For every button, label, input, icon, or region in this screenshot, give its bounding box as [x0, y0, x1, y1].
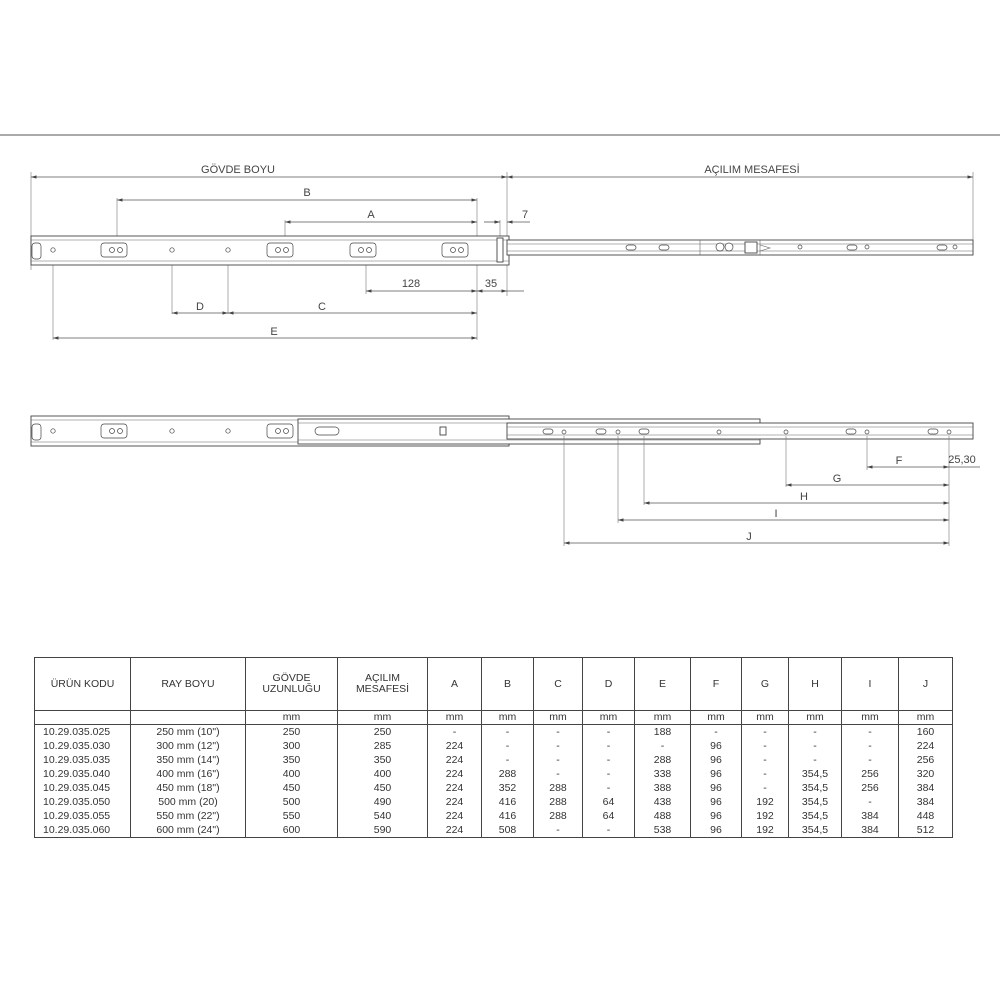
top-view [31, 163, 973, 340]
table-cell: - [842, 795, 899, 809]
table-cell: - [534, 767, 583, 781]
header-text: H [811, 677, 819, 690]
table-cell: 450 [246, 781, 338, 795]
header-g [742, 658, 789, 711]
table-cell: 288 [635, 753, 691, 767]
label-j: J [746, 531, 752, 543]
table-cell: 350 mm (14") [131, 753, 246, 767]
table-cell: 224 [428, 795, 482, 809]
table-body [35, 725, 953, 838]
header-text: D [604, 677, 613, 690]
header-a [428, 658, 482, 711]
table-cell: - [482, 725, 534, 740]
table-row [35, 823, 953, 838]
table-cell: - [789, 753, 842, 767]
table-row [35, 753, 953, 767]
table-cell: 354,5 [789, 767, 842, 781]
table-cell: 224 [428, 767, 482, 781]
table-cell: - [583, 823, 635, 838]
table-cell: - [789, 739, 842, 753]
table-cell: 10.29.035.055 [35, 809, 131, 823]
header-acilim-mesafesi [338, 658, 428, 711]
table-cell: 550 [246, 809, 338, 823]
table-cell: 96 [691, 781, 742, 795]
table-cell: 224 [428, 753, 482, 767]
header-text: F [712, 677, 720, 690]
table-row [35, 781, 953, 795]
unit-cell: mm [428, 711, 482, 725]
table-cell: 384 [842, 809, 899, 823]
side-view [31, 416, 980, 546]
table-cell: 192 [742, 809, 789, 823]
table-cell: - [742, 781, 789, 795]
label-acilim-mesafesi: AÇILIM MESAFESİ [704, 164, 800, 176]
table-cell: - [583, 725, 635, 740]
header-text: AÇILIM [364, 672, 400, 684]
table-cell: 224 [428, 823, 482, 838]
table-cell: 224 [428, 809, 482, 823]
unit-cell: mm [842, 711, 899, 725]
table-cell: - [691, 725, 742, 740]
label-h: H [800, 491, 808, 503]
table-cell: - [635, 739, 691, 753]
table-cell: 350 [246, 753, 338, 767]
header-text: B [503, 677, 511, 690]
table-cell: 438 [635, 795, 691, 809]
table-cell: 350 [338, 753, 428, 767]
table-cell: 450 mm (18") [131, 781, 246, 795]
unit-cell: mm [534, 711, 583, 725]
unit-cell: mm [482, 711, 534, 725]
table-cell: 288 [534, 781, 583, 795]
unit-cell [131, 711, 246, 725]
header-text: I [868, 677, 872, 690]
header-j [899, 658, 953, 711]
table-row [35, 809, 953, 823]
header-urun-kodu [35, 658, 131, 711]
table-cell: 320 [899, 767, 953, 781]
table-cell: 550 mm (22") [131, 809, 246, 823]
table-cell: 10.29.035.030 [35, 739, 131, 753]
table-cell: 96 [691, 753, 742, 767]
table-cell: - [842, 739, 899, 753]
table-cell: - [583, 753, 635, 767]
header-i [842, 658, 899, 711]
table-cell: 96 [691, 739, 742, 753]
table-row [35, 725, 953, 740]
table-header-row [35, 658, 953, 711]
table-cell: 448 [899, 809, 953, 823]
table-cell: 490 [338, 795, 428, 809]
label-g: G [832, 473, 842, 485]
label-f: F [895, 455, 903, 467]
table-cell: 338 [635, 767, 691, 781]
label-govde-boyu: GÖVDE BOYU [201, 164, 275, 176]
table-cell: - [534, 823, 583, 838]
table-cell: 10.29.035.025 [35, 725, 131, 740]
table-row [35, 767, 953, 781]
label-i: I [774, 508, 778, 520]
unit-cell: mm [338, 711, 428, 725]
table-cell: 352 [482, 781, 534, 795]
table-cell: 600 mm (24") [131, 823, 246, 838]
table-cell: 288 [482, 767, 534, 781]
table-cell: 384 [899, 795, 953, 809]
header-ray-boyu [131, 658, 246, 711]
label-7: 7 [521, 209, 529, 221]
table-cell: 500 mm (20) [131, 795, 246, 809]
table-cell: 188 [635, 725, 691, 740]
header-h [789, 658, 842, 711]
table-cell: 384 [899, 781, 953, 795]
header-c [534, 658, 583, 711]
unit-cell [35, 711, 131, 725]
header-e [635, 658, 691, 711]
table-cell: - [482, 739, 534, 753]
unit-cell: mm [635, 711, 691, 725]
table-cell: 224 [428, 739, 482, 753]
label-35: 35 [484, 278, 498, 290]
header-text: UZUNLUĞU [262, 683, 321, 695]
table-cell: - [583, 781, 635, 795]
header-text: J [922, 677, 929, 690]
table-row [35, 795, 953, 809]
table-cell: 384 [842, 823, 899, 838]
header-f [691, 658, 742, 711]
table-cell: 300 mm (12") [131, 739, 246, 753]
header-text: A [450, 677, 458, 690]
table-cell: - [742, 739, 789, 753]
table-cell: 354,5 [789, 781, 842, 795]
table-cell: 250 [338, 725, 428, 740]
table-cell: - [534, 753, 583, 767]
table-cell: 10.29.035.035 [35, 753, 131, 767]
table-cell: 96 [691, 809, 742, 823]
label-d: D [196, 301, 204, 313]
unit-cell: mm [789, 711, 842, 725]
table-cell: 416 [482, 795, 534, 809]
table-cell: - [742, 767, 789, 781]
spec-table [34, 657, 953, 838]
table-cell: 96 [691, 767, 742, 781]
table-cell: - [482, 753, 534, 767]
table-cell: 508 [482, 823, 534, 838]
table-cell: 224 [899, 739, 953, 753]
table-cell: 256 [899, 753, 953, 767]
table-cell: 288 [534, 809, 583, 823]
table-cell: 590 [338, 823, 428, 838]
unit-cell: mm [742, 711, 789, 725]
table-cell: 538 [635, 823, 691, 838]
table-cell: 354,5 [789, 823, 842, 838]
label-b: B [303, 187, 311, 199]
table-units-row [35, 711, 953, 725]
label-c: C [318, 301, 326, 313]
table-cell: 450 [338, 781, 428, 795]
table-cell: 512 [899, 823, 953, 838]
table-cell: - [789, 725, 842, 740]
table-cell: 256 [842, 781, 899, 795]
table-cell: - [583, 767, 635, 781]
unit-cell: mm [691, 711, 742, 725]
table-cell: - [534, 739, 583, 753]
table-cell: 192 [742, 823, 789, 838]
header-text: RAY BOYU [161, 677, 215, 690]
table-cell: 354,5 [789, 809, 842, 823]
header-text: G [760, 677, 770, 690]
table-cell: 250 [246, 725, 338, 740]
table-cell: 400 mm (16") [131, 767, 246, 781]
table-cell: 250 mm (10") [131, 725, 246, 740]
header-text: E [658, 677, 666, 690]
table-cell: 354,5 [789, 795, 842, 809]
table-cell: 300 [246, 739, 338, 753]
header-text: MESAFESİ [355, 683, 410, 695]
unit-cell: mm [246, 711, 338, 725]
table-cell: 192 [742, 795, 789, 809]
table-cell: - [428, 725, 482, 740]
table-cell: 288 [534, 795, 583, 809]
table-cell: 224 [428, 781, 482, 795]
label-128: 128 [401, 278, 421, 290]
header-govde-uzunlugu [246, 658, 338, 711]
label-a: A [367, 209, 375, 221]
table-cell: 400 [338, 767, 428, 781]
header-b [482, 658, 534, 711]
table-cell: 400 [246, 767, 338, 781]
header-text: C [554, 677, 562, 690]
table-cell: 64 [583, 795, 635, 809]
table-cell: 540 [338, 809, 428, 823]
table-cell: - [842, 725, 899, 740]
table-cell: 96 [691, 795, 742, 809]
table-cell: 256 [842, 767, 899, 781]
table-cell: - [742, 753, 789, 767]
table-cell: 416 [482, 809, 534, 823]
table-cell: 488 [635, 809, 691, 823]
table-cell: - [583, 739, 635, 753]
table-cell: - [742, 725, 789, 740]
table-row [35, 739, 953, 753]
header-text: ÜRÜN KODU [50, 677, 115, 690]
table-cell: - [842, 753, 899, 767]
label-e: E [270, 326, 278, 338]
table-cell: 10.29.035.045 [35, 781, 131, 795]
table-cell: 600 [246, 823, 338, 838]
header-d [583, 658, 635, 711]
table-cell: - [534, 725, 583, 740]
table-cell: 388 [635, 781, 691, 795]
unit-cell: mm [583, 711, 635, 725]
table-cell: 64 [583, 809, 635, 823]
label-2530: 25,30 [948, 454, 976, 466]
table-cell: 500 [246, 795, 338, 809]
table-cell: 10.29.035.040 [35, 767, 131, 781]
table-cell: 10.29.035.060 [35, 823, 131, 838]
unit-cell: mm [899, 711, 953, 725]
table-cell: 10.29.035.050 [35, 795, 131, 809]
table-cell: 285 [338, 739, 428, 753]
table-cell: 96 [691, 823, 742, 838]
table-cell: 160 [899, 725, 953, 740]
header-text: GÖVDE [272, 672, 311, 684]
